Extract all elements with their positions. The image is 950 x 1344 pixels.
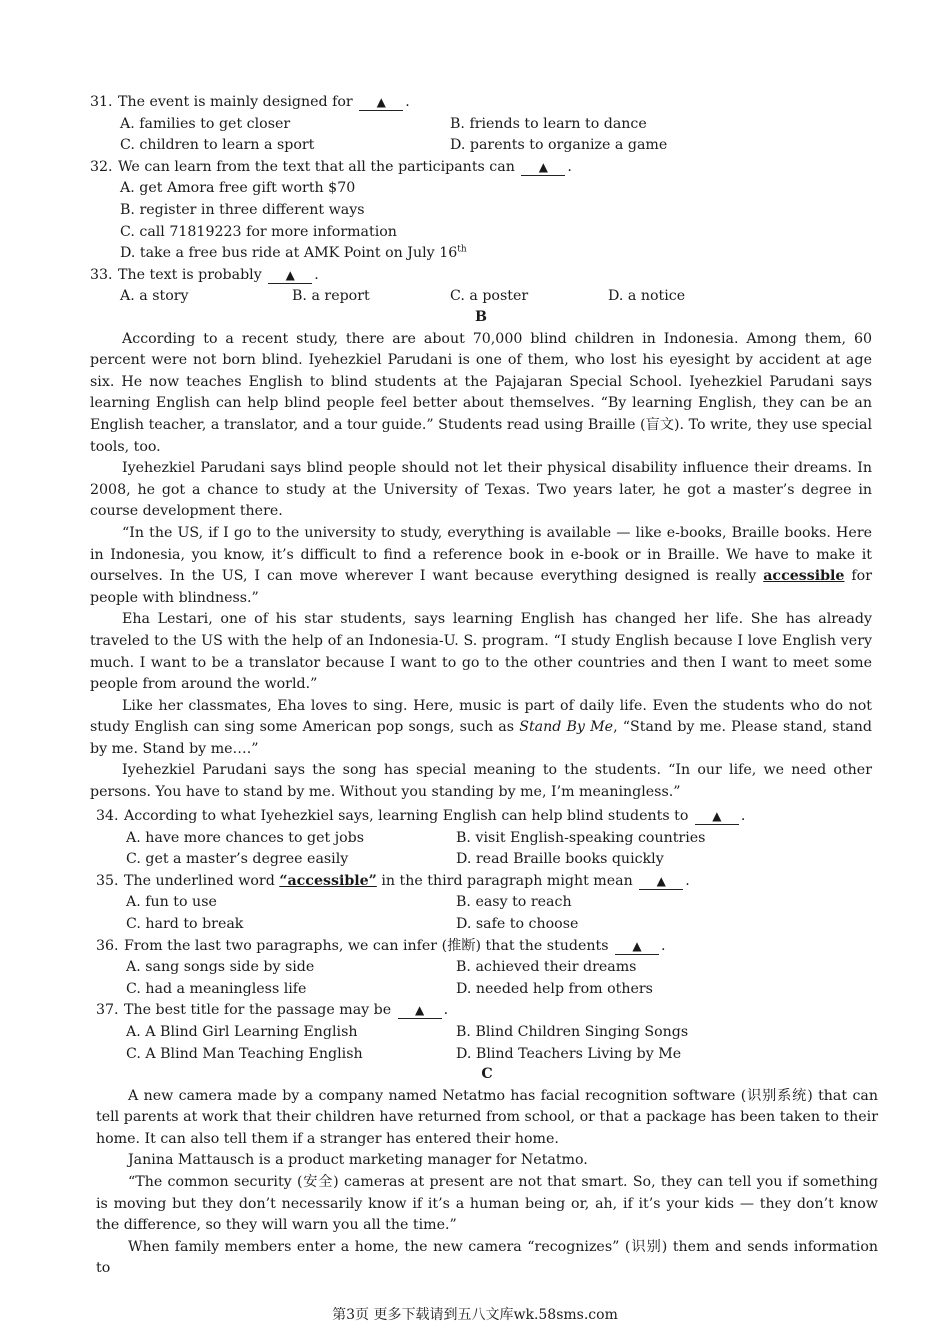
option: C. hard to break bbox=[126, 915, 244, 932]
option: D. a notice bbox=[608, 288, 686, 305]
answer-blank bbox=[615, 938, 659, 955]
option: D. safe to choose bbox=[456, 915, 579, 932]
options-33 bbox=[90, 286, 872, 308]
option: B. register in three different ways bbox=[120, 201, 365, 218]
section-b-passage bbox=[90, 307, 872, 804]
answer-blank bbox=[521, 159, 565, 176]
song-title: Stand By Me bbox=[519, 719, 614, 736]
section-letter-c: C bbox=[481, 1066, 493, 1082]
option: A. families to get closer bbox=[120, 115, 291, 132]
option: C. a poster bbox=[450, 288, 529, 305]
option: C. had a meaningless life bbox=[126, 980, 307, 997]
option: B. a report bbox=[292, 288, 370, 305]
answer-blank bbox=[695, 808, 739, 825]
question-31: 31. The event is mainly designed for ▲ . bbox=[90, 92, 872, 114]
option: D. take a free bus ride at AMK Point on July 16th bbox=[120, 244, 467, 262]
options-32 bbox=[90, 178, 872, 264]
option: A. have more chances to get jobs bbox=[126, 829, 365, 846]
answer-blank bbox=[359, 94, 403, 111]
paragraph: According to a recent study, there are about 70,000 blind children in Indonesia. Among them, 60 percent were not born blind. Iyehezkiel Parudani is one of them, who lost his eyesight by accident at age six. He now teaches English to blind students at the Pajajaran Special School. Iyehezkiel Parudani says learning English can help blind people feel better about themselves. “By learning English, they can be an English teacher, a translator, and a tour guide.” Students read using Braille (盲文). To write, they use special tools, too. bbox=[90, 330, 872, 455]
question-35: 35. The underlined word “accessible” in the third paragraph might mean ▲ . bbox=[96, 871, 878, 893]
paragraph: Iyehezkiel Parudani says blind people should not let their physical disability influence their dreams. In 2008, he got a chance to study at the University of Texas. Two years later, he got a master’s degree in course development there. bbox=[90, 460, 872, 520]
option: B. Blind Children Singing Songs bbox=[456, 1023, 689, 1040]
answer-blank bbox=[398, 1002, 442, 1019]
questions-section-b bbox=[96, 806, 878, 1065]
option: A. get Amora free gift worth $70 bbox=[120, 180, 356, 197]
section-c-passage bbox=[96, 1064, 878, 1280]
option: D. needed help from others bbox=[456, 980, 653, 997]
options-35 bbox=[96, 892, 878, 935]
answer-blank bbox=[639, 873, 683, 890]
option: A. sang songs side by side bbox=[126, 959, 315, 976]
paragraph: Eha Lestari, one of his star students, says learning English has changed her life. She has already traveled to the US with the help of an Indonesia-U. S. program. “I study English because I love English very much. I want to be a translator because I want to go to the other countries and then I want to meet some people from around the world.” bbox=[90, 611, 872, 693]
question-34: 34. According to what Iyehezkiel says, learning English can help blind students to ▲ . bbox=[96, 806, 878, 828]
option: A. fun to use bbox=[126, 894, 217, 911]
option: D. parents to organize a game bbox=[450, 137, 668, 154]
options-37 bbox=[96, 1022, 878, 1065]
option: B. achieved their dreams bbox=[456, 959, 637, 976]
paragraph: Like her classmates, Eha loves to sing. Here, music is part of daily life. Even the students who do not study English can sing some American pop songs, such as Stand By Me, “Stand by me. Please stand, stand by me. Stand by me….” bbox=[90, 697, 873, 757]
question-37: 37. The best title for the passage may be ▲ . bbox=[96, 1000, 878, 1022]
option: C. get a master’s degree easily bbox=[126, 851, 349, 868]
paragraph: “The common security (安全) cameras at present are not that smart. So, they can tell you if something is moving but they don’t necessarily know if it’s a human being or, ah, if it’s your kids — they don’t know the difference, so they will warn you all the time.” bbox=[96, 1173, 878, 1234]
question-33: 33. The text is probably ▲ . bbox=[90, 265, 872, 287]
page-footer: 第3页 更多下载请到五八文库wk.58sms.com bbox=[332, 1307, 618, 1323]
options-34 bbox=[96, 828, 878, 871]
question-36: 36. From the last two paragraphs, we can infer (推断) that the students ▲ . bbox=[96, 936, 878, 958]
underlined-word: accessible bbox=[763, 568, 845, 585]
paragraph: When family members enter a home, the new camera “recognizes” (识别) them and sends information to bbox=[96, 1238, 878, 1277]
option: A. A Blind Girl Learning English bbox=[126, 1023, 358, 1040]
questions-section-a bbox=[90, 92, 872, 308]
option: D. Blind Teachers Living by Me bbox=[456, 1045, 682, 1062]
paragraph: A new camera made by a company named Netatmo has facial recognition software (识别系统) that can tell parents at work that their children have returned from school, or that a package has been taken to their home. It can also tell them if a stranger has entered their home. bbox=[96, 1087, 878, 1147]
option: B. easy to reach bbox=[456, 894, 572, 911]
paragraph: “In the US, if I go to the university to study, everything is available — like e-books, Braille books. Here in Indonesia, you know, it’s difficult to find a reference book in e-book or in Braille. We have to make it ourselves. In the US, I can move wherever I want because everything designed is really accessible for people with blindness.” bbox=[90, 524, 872, 606]
option: C. children to learn a sport bbox=[120, 137, 315, 154]
option: B. visit English-speaking countries bbox=[456, 829, 706, 846]
question-32: 32. We can learn from the text that all the participants can ▲ . bbox=[90, 157, 872, 179]
option: C. call 71819223 for more information bbox=[120, 223, 397, 240]
paragraph: Janina Mattausch is a product marketing manager for Netatmo. bbox=[128, 1152, 588, 1169]
section-letter-b: B bbox=[475, 309, 487, 325]
option: D. read Braille books quickly bbox=[456, 851, 664, 868]
paragraph: Iyehezkiel Parudani says the song has special meaning to the students. “In our life, we need other persons. You have to stand by me. Without you standing by me, I’m meaningless.” bbox=[90, 762, 872, 801]
answer-blank bbox=[268, 267, 312, 284]
option: C. A Blind Man Teaching English bbox=[126, 1045, 363, 1062]
options-31 bbox=[90, 114, 872, 157]
option: B. friends to learn to dance bbox=[450, 115, 647, 132]
underlined-word: “accessible” bbox=[279, 872, 377, 889]
option: A. a story bbox=[120, 288, 189, 305]
options-36 bbox=[96, 957, 878, 1000]
